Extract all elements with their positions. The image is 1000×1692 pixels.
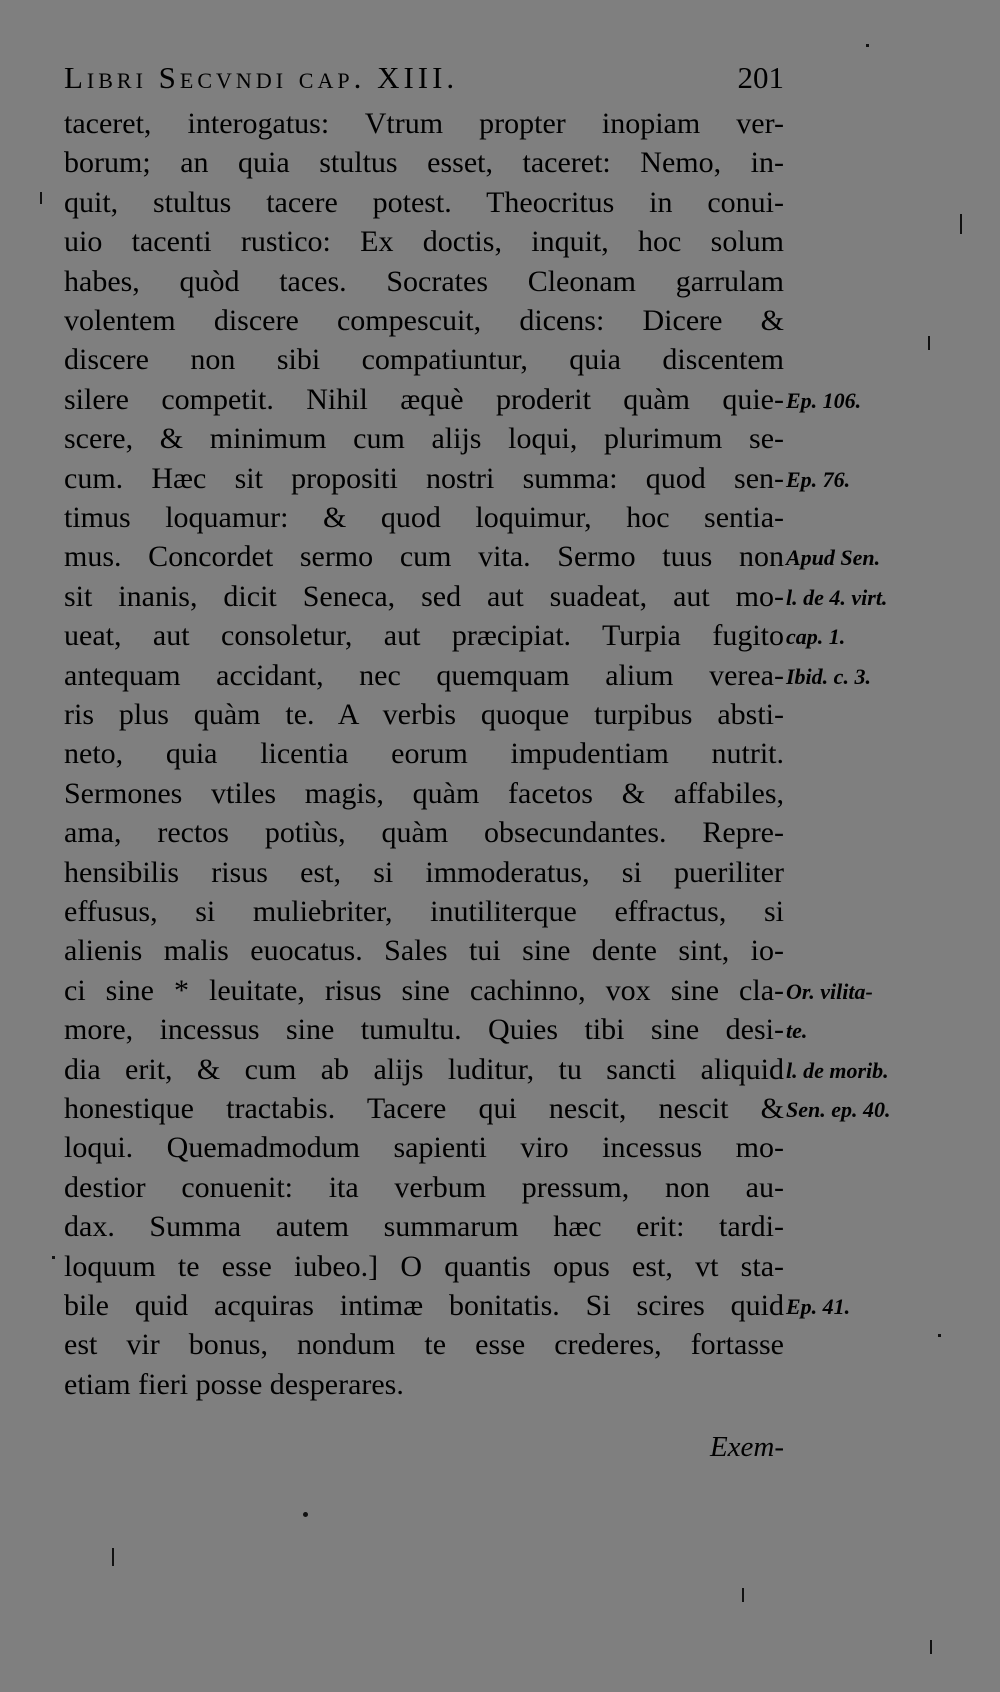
text-line: bile quid acquiras intimæ bonitatis. Si scires quid [64,1289,784,1322]
text-line: hensibilis risus est, si immoderatus, si pueriliter [64,855,784,889]
page-header [64,60,784,110]
text-line: dia erit, & cum ab alijs luditur, tu sancti aliquid [64,1052,784,1086]
text-line: silere competit. Nihil æquè proderit quàm quie- [64,382,784,416]
margin-note: te. [786,1018,808,1044]
margin-note: Ibid. c. 3. [786,663,871,689]
text-line: Sermones vtiles magis, quàm facetos & affabiles, [64,776,784,810]
margin-note: Or. vilita- [786,978,873,1004]
text-line: antequam accidant, nec quemquam alium verea- [64,658,784,692]
catchword: Exem- [709,1431,784,1463]
margin-note: Ep. 76. [786,466,851,492]
text-line: ueat, aut consoletur, aut præcipiat. Turpia fugito [64,619,784,653]
scan-speck [928,336,930,350]
scan-speck [938,1334,941,1337]
text-line: timus loquamur: & quod loquimur, hoc sentia- [64,501,784,534]
margin-note: l. de 4. virt. [786,584,888,610]
scan-speck [112,1548,114,1566]
running-head: Libri Secvndi cap. XIII. [64,60,459,95]
text-line: sit inanis, dicit Seneca, sed aut suadeat, aut mo- [64,579,784,613]
text-line: dax. Summa autem summarum hæc erit: tardi- [64,1210,784,1244]
scan-speck [866,44,869,47]
text-line: scere, & minimum cum alijs loqui, plurimum se- [64,422,784,456]
text-line: destior conuenit: ita verbum pressum, non au- [64,1170,784,1204]
scan-speck [742,1588,744,1602]
scan-speck [930,1640,932,1654]
text-line: loquum te esse iubeo.] O quantis opus est, vt sta- [64,1249,784,1283]
text-line: ama, rectos potiùs, quàm obsecundantes. Repre- [64,816,784,850]
scan-speck [303,1512,308,1517]
margin-notes [786,0,991,1692]
margin-note: Ep. 41. [786,1294,851,1319]
text-line: alienis malis euocatus. Sales tui sine dente sint, io- [64,934,784,968]
text-line: discere non sibi compatiuntur, quia discentem [64,343,784,377]
text-line: mus. Concordet sermo cum vita. Sermo tuus non [64,540,784,574]
text-line: etiam fieri posse desperares. [64,1367,404,1401]
text-line: ris plus quàm te. A verbis quoque turpibus absti- [64,698,784,731]
text-line: volentem discere compescuit, dicens: Dicere & [64,304,784,337]
text-line: borum; an quia stultus esset, taceret: Nemo, in- [64,146,784,180]
text-line: more, incessus sine tumultu. Quies tibi sine desi- [64,1013,784,1047]
text-line: est vir bonus, nondum te esse crederes, fortasse [64,1328,784,1362]
page-number: 201 [737,60,784,95]
text-line: cum. Hæc sit propositi nostri summa: quod sen- [64,461,784,495]
margin-note: Apud Sen. [786,545,881,571]
text-line: uio tacenti rustico: Ex doctis, inquit, hoc solum [64,225,784,259]
text-line: loqui. Quemadmodum sapienti viro incessus mo- [64,1131,784,1165]
margin-note: Sen. ep. 40. [786,1097,891,1122]
text-line: habes, quòd taces. Socrates Cleonam garrulam [64,264,784,298]
scan-speck [960,214,962,234]
margin-note: l. de morib. [786,1057,889,1083]
margin-note: Ep. 106. [786,387,862,413]
margin-note: cap. 1. [786,624,846,650]
scan-speck [40,192,42,204]
text-line: neto, quia licentia eorum impudentiam nutrit. [64,737,784,771]
text-line: honestique tractabis. Tacere qui nescit, nescit & [64,1092,784,1125]
text-line: ci sine * leuitate, risus sine cachinno, vox sine cla- [64,973,784,1007]
text-line: taceret, interogatus: Vtrum propter inopiam ver- [64,107,784,140]
text-line: effusus, si muliebriter, inutiliterque effractus, si [64,895,784,928]
scan-speck [52,1256,55,1259]
text-line: quit, stultus tacere potest. Theocritus in conui- [64,185,784,219]
